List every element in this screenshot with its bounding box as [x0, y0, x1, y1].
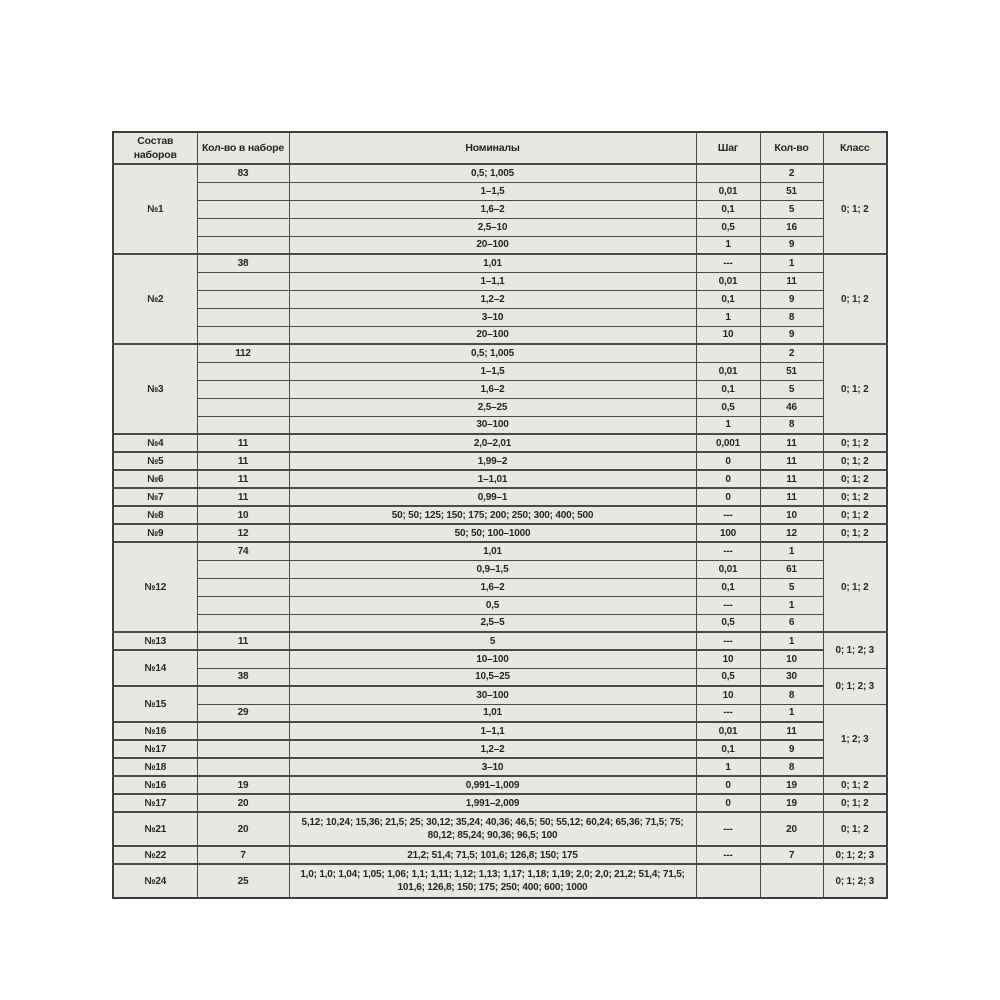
- qty-cell: 8: [760, 758, 823, 776]
- set-qty-cell: 38: [197, 254, 289, 272]
- table-row: [113, 416, 887, 434]
- table-row: [113, 218, 887, 236]
- nominal-cell: 1,2–2: [289, 740, 696, 758]
- qty-cell: 7: [760, 846, 823, 864]
- qty-cell: 5: [760, 380, 823, 398]
- table-row: [113, 326, 887, 344]
- set-qty-cell: [197, 416, 289, 434]
- step-cell: 0,1: [696, 380, 760, 398]
- nominal-cell: 0,9–1,5: [289, 560, 696, 578]
- table-row: [113, 686, 887, 704]
- qty-cell: 51: [760, 182, 823, 200]
- step-cell: ---: [696, 596, 760, 614]
- nominal-cell: 1,6–2: [289, 578, 696, 596]
- set-qty-cell: [197, 596, 289, 614]
- set-name-cell: №22: [113, 846, 197, 864]
- header-nominals: Номиналы: [289, 132, 696, 164]
- table-row: [113, 722, 887, 740]
- qty-cell: 61: [760, 560, 823, 578]
- table-row: [113, 452, 887, 470]
- nominal-cell: 21,2; 51,4; 71,5; 101,6; 126,8; 150; 175: [289, 846, 696, 864]
- nominal-cell: 1–1,01: [289, 470, 696, 488]
- nominal-cell: 20–100: [289, 326, 696, 344]
- resistance-sets-table: [112, 131, 888, 899]
- table-row: [113, 794, 887, 812]
- class-cell: 0; 1; 2: [823, 812, 887, 846]
- step-cell: 1: [696, 416, 760, 434]
- qty-cell: 19: [760, 776, 823, 794]
- set-qty-cell: [197, 308, 289, 326]
- set-qty-cell: [197, 380, 289, 398]
- step-cell: 0,1: [696, 290, 760, 308]
- step-cell: ---: [696, 506, 760, 524]
- set-qty-cell: [197, 578, 289, 596]
- step-cell: 1: [696, 308, 760, 326]
- nominal-cell: 0,991–1,009: [289, 776, 696, 794]
- class-cell: 0; 1; 2: [823, 434, 887, 452]
- set-qty-cell: 83: [197, 164, 289, 182]
- qty-cell: 1: [760, 542, 823, 560]
- nominal-cell: 1,0; 1,0; 1,04; 1,05; 1,06; 1,1; 1,11; 1,12; 1,13; 1,17; 1,18; 1,19; 2,0; 2,0; 21,2; 51,4; 71,5; 101,6; 126,8; 150; 175; 250; 400; 600; 1000: [289, 864, 696, 898]
- set-name-cell: №2: [113, 254, 197, 344]
- qty-cell: 9: [760, 326, 823, 344]
- nominal-cell: 1,01: [289, 542, 696, 560]
- step-cell: ---: [696, 542, 760, 560]
- table-row: [113, 398, 887, 416]
- set-qty-cell: [197, 362, 289, 380]
- set-name-cell: №24: [113, 864, 197, 898]
- nominal-cell: 1–1,5: [289, 362, 696, 380]
- set-qty-cell: 11: [197, 488, 289, 506]
- set-qty-cell: [197, 560, 289, 578]
- nominal-cell: 1,2–2: [289, 290, 696, 308]
- resistance-sets-table-wrap: [112, 131, 886, 899]
- nominal-cell: 30–100: [289, 686, 696, 704]
- table-row: [113, 864, 887, 898]
- table-row: [113, 758, 887, 776]
- table-row: [113, 560, 887, 578]
- set-qty-cell: 11: [197, 452, 289, 470]
- table-row: [113, 308, 887, 326]
- table-row: [113, 254, 887, 272]
- nominal-cell: 0,5; 1,005: [289, 344, 696, 362]
- table-row: [113, 668, 887, 686]
- class-cell: 0; 1; 2; 3: [823, 632, 887, 668]
- step-cell: 10: [696, 686, 760, 704]
- set-qty-cell: 7: [197, 846, 289, 864]
- set-qty-cell: [197, 218, 289, 236]
- header-qty: Кол-во: [760, 132, 823, 164]
- step-cell: 0: [696, 794, 760, 812]
- step-cell: ---: [696, 632, 760, 650]
- set-name-cell: №15: [113, 686, 197, 722]
- table-row: [113, 578, 887, 596]
- table-row: [113, 812, 887, 846]
- step-cell: 0,01: [696, 560, 760, 578]
- step-cell: ---: [696, 812, 760, 846]
- qty-cell: 9: [760, 740, 823, 758]
- table-row: [113, 470, 887, 488]
- qty-cell: 11: [760, 722, 823, 740]
- header-step: Шаг: [696, 132, 760, 164]
- table-row: [113, 182, 887, 200]
- step-cell: 0: [696, 452, 760, 470]
- nominal-cell: 0,5: [289, 596, 696, 614]
- set-qty-cell: 10: [197, 506, 289, 524]
- nominal-cell: 1,991–2,009: [289, 794, 696, 812]
- set-name-cell: №9: [113, 524, 197, 542]
- nominal-cell: 1,6–2: [289, 200, 696, 218]
- nominal-cell: 1,01: [289, 704, 696, 722]
- header-qty-in-set: Кол-во в наборе: [197, 132, 289, 164]
- qty-cell: 8: [760, 308, 823, 326]
- table-body: [113, 164, 887, 898]
- set-name-cell: №17: [113, 794, 197, 812]
- set-name-cell: №18: [113, 758, 197, 776]
- set-qty-cell: 20: [197, 794, 289, 812]
- set-qty-cell: 11: [197, 632, 289, 650]
- nominal-cell: 50; 50; 100–1000: [289, 524, 696, 542]
- set-qty-cell: 25: [197, 864, 289, 898]
- step-cell: 0,001: [696, 434, 760, 452]
- class-cell: 0; 1; 2: [823, 794, 887, 812]
- set-qty-cell: 11: [197, 470, 289, 488]
- step-cell: 10: [696, 326, 760, 344]
- qty-cell: 9: [760, 290, 823, 308]
- nominal-cell: 5: [289, 632, 696, 650]
- table-row: [113, 362, 887, 380]
- qty-cell: 9: [760, 236, 823, 254]
- set-qty-cell: [197, 182, 289, 200]
- table-row: [113, 380, 887, 398]
- table-row: [113, 290, 887, 308]
- class-cell: 0; 1; 2; 3: [823, 864, 887, 898]
- nominal-cell: 5,12; 10,24; 15,36; 21,5; 25; 30,12; 35,24; 40,36; 46,5; 50; 55,12; 60,24; 65,36; 71,5; 75; 80,12; 85,24; 90,36; 96,5; 100: [289, 812, 696, 846]
- class-cell: 0; 1; 2: [823, 488, 887, 506]
- qty-cell: 6: [760, 614, 823, 632]
- qty-cell: 11: [760, 272, 823, 290]
- table-row: [113, 200, 887, 218]
- set-qty-cell: 20: [197, 812, 289, 846]
- qty-cell: 8: [760, 416, 823, 434]
- qty-cell: 51: [760, 362, 823, 380]
- table-header: [113, 132, 887, 164]
- header-class: Класс: [823, 132, 887, 164]
- nominal-cell: 2,0–2,01: [289, 434, 696, 452]
- qty-cell: 10: [760, 506, 823, 524]
- set-qty-cell: [197, 326, 289, 344]
- nominal-cell: 30–100: [289, 416, 696, 434]
- set-qty-cell: [197, 614, 289, 632]
- nominal-cell: 1–1,1: [289, 722, 696, 740]
- table-row: [113, 632, 887, 650]
- step-cell: 100: [696, 524, 760, 542]
- class-cell: 1; 2; 3: [823, 704, 887, 776]
- nominal-cell: 10,5–25: [289, 668, 696, 686]
- step-cell: 0,01: [696, 272, 760, 290]
- class-cell: 0; 1; 2; 3: [823, 668, 887, 704]
- set-qty-cell: 38: [197, 668, 289, 686]
- step-cell: 1: [696, 758, 760, 776]
- table-row: [113, 614, 887, 632]
- class-cell: 0; 1; 2: [823, 344, 887, 434]
- table-row: [113, 776, 887, 794]
- table-row: [113, 524, 887, 542]
- qty-cell: 1: [760, 596, 823, 614]
- set-name-cell: №17: [113, 740, 197, 758]
- step-cell: 1: [696, 236, 760, 254]
- qty-cell: 5: [760, 578, 823, 596]
- set-name-cell: №4: [113, 434, 197, 452]
- class-cell: 0; 1; 2: [823, 524, 887, 542]
- table-row: [113, 740, 887, 758]
- step-cell: [696, 864, 760, 898]
- nominal-cell: 2,5–25: [289, 398, 696, 416]
- table-row: [113, 704, 887, 722]
- nominal-cell: 1,01: [289, 254, 696, 272]
- nominal-cell: 1–1,5: [289, 182, 696, 200]
- nominal-cell: 1–1,1: [289, 272, 696, 290]
- set-qty-cell: 112: [197, 344, 289, 362]
- nominal-cell: 2,5–10: [289, 218, 696, 236]
- qty-cell: 20: [760, 812, 823, 846]
- qty-cell: 5: [760, 200, 823, 218]
- step-cell: ---: [696, 704, 760, 722]
- qty-cell: 16: [760, 218, 823, 236]
- qty-cell: 11: [760, 470, 823, 488]
- step-cell: 0: [696, 776, 760, 794]
- qty-cell: 12: [760, 524, 823, 542]
- table-row: [113, 236, 887, 254]
- qty-cell: 1: [760, 254, 823, 272]
- set-qty-cell: [197, 398, 289, 416]
- step-cell: ---: [696, 846, 760, 864]
- table-row: [113, 506, 887, 524]
- qty-cell: [760, 864, 823, 898]
- table-row: [113, 434, 887, 452]
- qty-cell: 2: [760, 344, 823, 362]
- step-cell: [696, 344, 760, 362]
- set-name-cell: №21: [113, 812, 197, 846]
- set-name-cell: №12: [113, 542, 197, 632]
- nominal-cell: 1,6–2: [289, 380, 696, 398]
- class-cell: 0; 1; 2: [823, 470, 887, 488]
- set-qty-cell: 11: [197, 434, 289, 452]
- class-cell: 0; 1; 2: [823, 164, 887, 254]
- table-row: [113, 846, 887, 864]
- set-qty-cell: [197, 236, 289, 254]
- qty-cell: 11: [760, 452, 823, 470]
- class-cell: 0; 1; 2: [823, 452, 887, 470]
- nominal-cell: 3–10: [289, 758, 696, 776]
- step-cell: 0,5: [696, 218, 760, 236]
- set-qty-cell: [197, 200, 289, 218]
- step-cell: 0: [696, 488, 760, 506]
- qty-cell: 2: [760, 164, 823, 182]
- set-qty-cell: 19: [197, 776, 289, 794]
- set-name-cell: №13: [113, 632, 197, 650]
- table-row: [113, 344, 887, 362]
- nominal-cell: 1,99–2: [289, 452, 696, 470]
- set-name-cell: №14: [113, 650, 197, 686]
- set-qty-cell: 74: [197, 542, 289, 560]
- qty-cell: 8: [760, 686, 823, 704]
- set-qty-cell: 12: [197, 524, 289, 542]
- class-cell: 0; 1; 2: [823, 506, 887, 524]
- header-set-composition: Состав наборов: [113, 132, 197, 164]
- set-qty-cell: [197, 650, 289, 668]
- set-qty-cell: 29: [197, 704, 289, 722]
- nominal-cell: 50; 50; 125; 150; 175; 200; 250; 300; 400; 500: [289, 506, 696, 524]
- qty-cell: 10: [760, 650, 823, 668]
- set-qty-cell: [197, 740, 289, 758]
- class-cell: 0; 1; 2; 3: [823, 846, 887, 864]
- set-name-cell: №16: [113, 776, 197, 794]
- step-cell: ---: [696, 254, 760, 272]
- set-name-cell: №8: [113, 506, 197, 524]
- set-qty-cell: [197, 758, 289, 776]
- step-cell: 10: [696, 650, 760, 668]
- step-cell: 0,5: [696, 614, 760, 632]
- set-name-cell: №1: [113, 164, 197, 254]
- set-name-cell: №7: [113, 488, 197, 506]
- class-cell: 0; 1; 2: [823, 254, 887, 344]
- step-cell: 0,1: [696, 740, 760, 758]
- step-cell: 0,01: [696, 722, 760, 740]
- set-name-cell: №6: [113, 470, 197, 488]
- nominal-cell: 10–100: [289, 650, 696, 668]
- set-qty-cell: [197, 272, 289, 290]
- class-cell: 0; 1; 2: [823, 542, 887, 632]
- set-qty-cell: [197, 722, 289, 740]
- class-cell: 0; 1; 2: [823, 776, 887, 794]
- step-cell: [696, 164, 760, 182]
- table-row: [113, 650, 887, 668]
- step-cell: 0,01: [696, 182, 760, 200]
- qty-cell: 11: [760, 434, 823, 452]
- set-name-cell: №3: [113, 344, 197, 434]
- step-cell: 0,1: [696, 200, 760, 218]
- table-row: [113, 164, 887, 182]
- qty-cell: 1: [760, 632, 823, 650]
- qty-cell: 30: [760, 668, 823, 686]
- nominal-cell: 3–10: [289, 308, 696, 326]
- nominal-cell: 0,5; 1,005: [289, 164, 696, 182]
- qty-cell: 1: [760, 704, 823, 722]
- nominal-cell: 20–100: [289, 236, 696, 254]
- set-name-cell: №16: [113, 722, 197, 740]
- step-cell: 0,01: [696, 362, 760, 380]
- table-row: [113, 488, 887, 506]
- set-qty-cell: [197, 290, 289, 308]
- step-cell: 0,5: [696, 668, 760, 686]
- set-name-cell: №5: [113, 452, 197, 470]
- qty-cell: 19: [760, 794, 823, 812]
- table-row: [113, 542, 887, 560]
- table-row: [113, 272, 887, 290]
- header-row: [113, 132, 887, 164]
- step-cell: 0,1: [696, 578, 760, 596]
- qty-cell: 11: [760, 488, 823, 506]
- nominal-cell: 2,5–5: [289, 614, 696, 632]
- table-row: [113, 596, 887, 614]
- set-qty-cell: [197, 686, 289, 704]
- nominal-cell: 0,99–1: [289, 488, 696, 506]
- qty-cell: 46: [760, 398, 823, 416]
- step-cell: 0,5: [696, 398, 760, 416]
- step-cell: 0: [696, 470, 760, 488]
